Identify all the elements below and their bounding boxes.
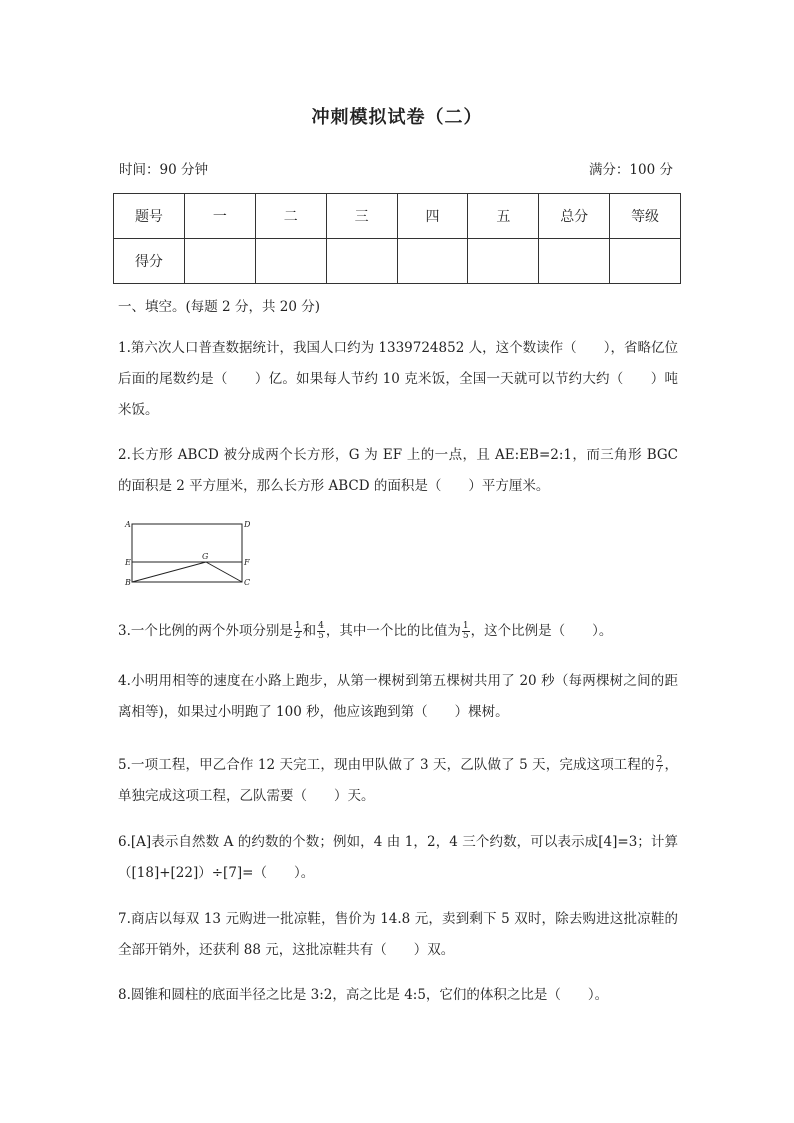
table-cell: 一 [184, 194, 255, 239]
fraction-numerator: 1 [294, 621, 301, 631]
score-input-cell[interactable] [184, 239, 255, 284]
table-cell: 四 [397, 194, 468, 239]
score-input-cell[interactable] [326, 239, 397, 284]
point-label-e: E [125, 558, 131, 567]
point-label-c: C [244, 578, 251, 587]
question-3-text: 和 [302, 623, 317, 639]
question-7: 7.商店以每双 13 元购进一批凉鞋，售价为 14.8 元，卖到剩下 5 双时，除去购进这批凉鞋的全部开销外，还获利 88 元，这批凉鞋共有（ ）双。 [118, 911, 678, 958]
point-label-b: B [125, 578, 131, 587]
point-label-a: A [125, 520, 131, 529]
fraction-denominator: 2 [294, 631, 301, 641]
fraction-numerator: 1 [462, 621, 469, 631]
question-5-text: ，单独完成这项工程，乙队需要（ ）天。 [118, 757, 679, 804]
score-input-cell[interactable] [397, 239, 468, 284]
question-3-text: ，其中一个比的比值为 [325, 623, 461, 639]
section-title: 一、填空。(每题 2 分，共 20 分) [118, 299, 320, 315]
question-2: 2.长方形 ABCD 被分成两个长方形，G 为 EF 上的一点，且 AE:EB=2:1，而三角形 BGC 的面积是 2 平方厘米，那么长方形 ABCD 的面积是（ ）平方厘米。 [118, 447, 678, 494]
question-6: 6.[A]表示自然数 A 的约数的个数；例如，4 由 1，2，4 三个约数，可以表示成[4]=3；计算（[18]+[22]）÷[7]=（ ）。 [118, 834, 678, 881]
fraction [462, 622, 470, 641]
table-cell: 三 [326, 194, 397, 239]
question-3 [118, 616, 678, 647]
line-gc [206, 562, 242, 582]
table-score-row [114, 239, 681, 284]
rectangle-figure [122, 515, 254, 587]
table-cell: 总分 [539, 194, 610, 239]
point-label-d: D [244, 520, 251, 529]
score-table [113, 193, 681, 284]
table-cell: 五 [468, 194, 539, 239]
question-5 [118, 750, 678, 812]
table-cell: 题号 [114, 194, 185, 239]
fraction [656, 756, 664, 775]
question-3-text: ，这个比例是（ ）。 [470, 623, 613, 639]
table-cell: 得分 [114, 239, 185, 284]
full-score: 满分：100 分 [588, 162, 673, 178]
question-1: 1.第六次人口普查数据统计，我国人口约为 1339724852 人，这个数读作（ ），省略亿位后面的尾数约是（ ）亿。如果每人节约 10 克米饭，全国一天就可以节约大约（ ）吨米饭。 [118, 340, 678, 418]
line-bg [132, 562, 206, 582]
table-cell: 二 [255, 194, 326, 239]
fraction-denominator: 5 [318, 631, 324, 641]
fraction-numerator: 2 [656, 755, 663, 765]
fraction-numerator: 4 [318, 621, 324, 631]
fraction-denominator: 7 [656, 765, 663, 775]
fraction-denominator: 5 [462, 631, 469, 641]
question-3-text: 3.一个比例的两个外项分别是 [118, 623, 293, 639]
exam-time: 时间：90 分钟 [119, 162, 208, 178]
point-label-g: G [202, 552, 209, 561]
question-4: 4.小明用相等的速度在小路上跑步，从第一棵树到第五棵树共用了 20 秒（每两棵树之间的距离相等)，如果过小明跑了 100 秒，他应该跑到第（ ）棵树。 [118, 673, 678, 720]
table-header-row [114, 194, 681, 239]
score-input-cell[interactable] [468, 239, 539, 284]
score-input-cell[interactable] [255, 239, 326, 284]
page-title: 冲刺模拟试卷（二） [311, 107, 483, 128]
score-input-cell[interactable] [539, 239, 610, 284]
question-5-text: 5.一项工程，甲乙合作 12 天完工，现由甲队做了 3 天，乙队做了 5 天，完成这项工程的 [118, 757, 655, 773]
fraction [317, 622, 325, 641]
point-label-f: F [244, 558, 250, 567]
table-cell: 等级 [610, 194, 681, 239]
fraction [294, 622, 302, 641]
score-input-cell[interactable] [610, 239, 681, 284]
question-8: 8.圆锥和圆柱的底面半径之比是 3:2，高之比是 4:5，它们的体积之比是（ ）。 [118, 987, 609, 1003]
